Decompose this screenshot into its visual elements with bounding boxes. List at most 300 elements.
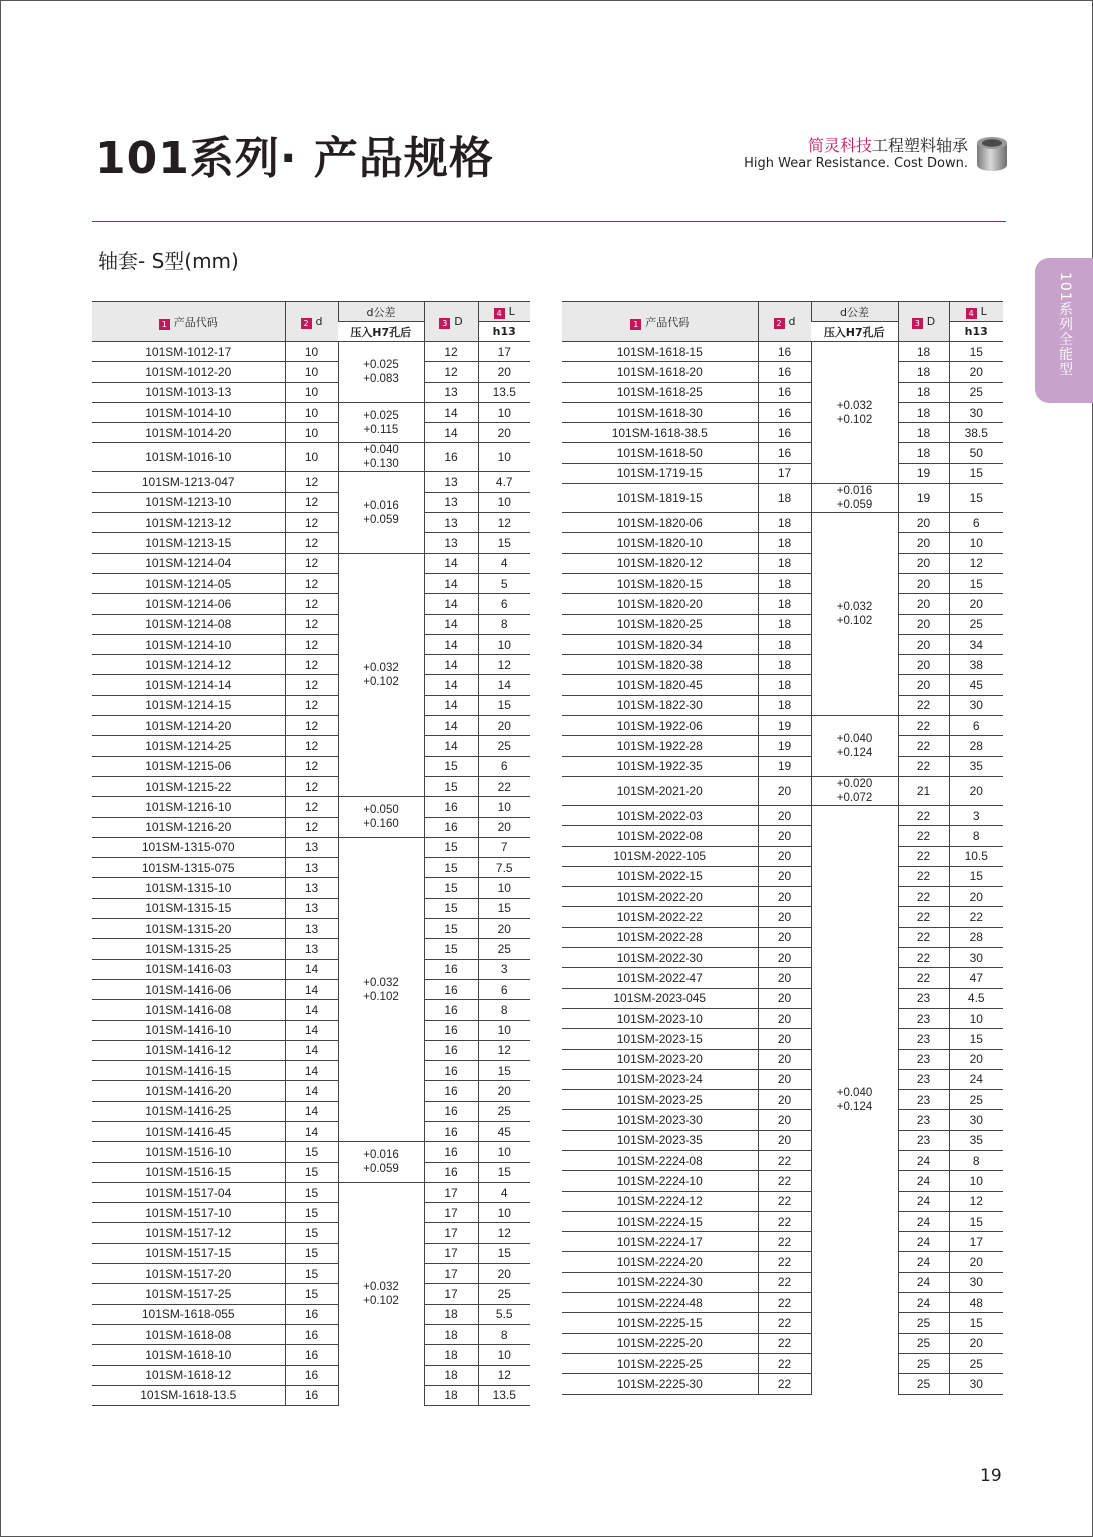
cell-inner-diameter: 22: [758, 1171, 811, 1191]
cell-length: 45: [949, 675, 1003, 695]
cell-outer-diameter: 17: [424, 1243, 478, 1263]
table-row: [92, 695, 530, 715]
cell-length: 30: [949, 1374, 1003, 1394]
cell-product-code: 101SM-2022-105: [562, 846, 758, 866]
cell-product-code: 101SM-1416-08: [92, 1000, 285, 1020]
cell-inner-diameter: 20: [758, 887, 811, 907]
cell-length: 38: [949, 655, 1003, 675]
cell-product-code: 101SM-1216-10: [92, 797, 285, 817]
header-length-sub: h13: [949, 322, 1003, 342]
table-row: [562, 776, 1003, 805]
cell-product-code: 101SM-2022-15: [562, 866, 758, 886]
cell-outer-diameter: 16: [424, 1020, 478, 1040]
cell-product-code: 101SM-2022-20: [562, 887, 758, 907]
cell-length: 17: [949, 1232, 1003, 1252]
cell-product-code: 101SM-1416-45: [92, 1121, 285, 1141]
cell-product-code: 101SM-2023-35: [562, 1130, 758, 1150]
cell-product-code: 101SM-1517-04: [92, 1182, 285, 1202]
cell-product-code: 101SM-2021-20: [562, 776, 758, 805]
cell-tolerance: +0.032 +0.102: [811, 342, 898, 484]
cell-length: 15: [478, 898, 530, 918]
cell-product-code: 101SM-1618-38.5: [562, 423, 758, 443]
cell-product-code: 101SM-1013-13: [92, 382, 285, 402]
cell-inner-diameter: 12: [285, 492, 338, 512]
header-length: 4 L: [949, 302, 1003, 322]
cell-product-code: 101SM-2023-10: [562, 1008, 758, 1028]
cell-inner-diameter: 18: [758, 695, 811, 715]
cell-product-code: 101SM-1516-15: [92, 1162, 285, 1182]
table-row: [92, 1223, 530, 1243]
header-tolerance: d公差: [811, 302, 898, 322]
cell-outer-diameter: 22: [898, 695, 949, 715]
cell-length: 20: [949, 594, 1003, 614]
cell-inner-diameter: 19: [758, 736, 811, 756]
cell-outer-diameter: 14: [424, 655, 478, 675]
table-row: [562, 1008, 1003, 1028]
table-row: [92, 1020, 530, 1040]
cell-outer-diameter: 18: [424, 1345, 478, 1365]
cell-product-code: 101SM-1214-06: [92, 594, 285, 614]
cell-length: 7.5: [478, 858, 530, 878]
cell-inner-diameter: 14: [285, 1101, 338, 1121]
cell-inner-diameter: 16: [758, 362, 811, 382]
cell-product-code: 101SM-2023-24: [562, 1069, 758, 1089]
cell-product-code: 101SM-2023-30: [562, 1110, 758, 1130]
table-row: [562, 1171, 1003, 1191]
cell-product-code: 101SM-2224-10: [562, 1171, 758, 1191]
cell-inner-diameter: 12: [285, 695, 338, 715]
table-row: [562, 846, 1003, 866]
cell-tolerance: +0.016 +0.059: [338, 472, 424, 553]
cell-inner-diameter: 20: [758, 1090, 811, 1110]
cell-outer-diameter: 12: [424, 362, 478, 382]
table-row: [92, 1284, 530, 1304]
cell-length: 20: [949, 362, 1003, 382]
cell-outer-diameter: 24: [898, 1150, 949, 1170]
side-tab: [1035, 258, 1093, 403]
table-row: [92, 1040, 530, 1060]
cell-length: 12: [478, 1223, 530, 1243]
cell-product-code: 101SM-1214-05: [92, 573, 285, 593]
cell-product-code: 101SM-1820-10: [562, 533, 758, 553]
table-row: [92, 979, 530, 999]
table-row: [92, 342, 530, 362]
table-row: [562, 1232, 1003, 1252]
cell-product-code: 101SM-1315-15: [92, 898, 285, 918]
cell-inner-diameter: 14: [285, 1020, 338, 1040]
table-row: [92, 1203, 530, 1223]
cell-length: 25: [949, 382, 1003, 402]
cell-outer-diameter: 14: [424, 695, 478, 715]
header-inner-diameter: 2 d: [758, 302, 811, 342]
cell-length: 35: [949, 1130, 1003, 1150]
cell-inner-diameter: 13: [285, 837, 338, 857]
cell-length: 15: [478, 1243, 530, 1263]
cell-inner-diameter: 22: [758, 1313, 811, 1333]
cell-inner-diameter: 14: [285, 1081, 338, 1101]
cell-inner-diameter: 13: [285, 919, 338, 939]
cell-product-code: 101SM-1618-13.5: [92, 1385, 285, 1405]
cell-length: 24: [949, 1069, 1003, 1089]
cell-length: 20: [478, 423, 530, 443]
cell-product-code: 101SM-1416-10: [92, 1020, 285, 1040]
cell-outer-diameter: 22: [898, 887, 949, 907]
cell-tolerance: +0.032 +0.102: [338, 837, 424, 1141]
cell-outer-diameter: 13: [424, 533, 478, 553]
cell-product-code: 101SM-1214-08: [92, 614, 285, 634]
cell-tolerance: +0.016 +0.059: [338, 1142, 424, 1183]
cell-length: 25: [949, 614, 1003, 634]
cell-product-code: 101SM-1820-20: [562, 594, 758, 614]
cell-length: 10: [478, 634, 530, 654]
table-row: [92, 594, 530, 614]
cell-outer-diameter: 15: [424, 939, 478, 959]
cell-inner-diameter: 14: [285, 979, 338, 999]
cell-length: 13.5: [478, 382, 530, 402]
cell-product-code: 101SM-1820-34: [562, 634, 758, 654]
cell-outer-diameter: 22: [898, 846, 949, 866]
cell-product-code: 101SM-1517-25: [92, 1284, 285, 1304]
cell-length: 10: [478, 797, 530, 817]
cell-product-code: 101SM-1213-10: [92, 492, 285, 512]
table-row: [92, 382, 530, 402]
table-row: [562, 553, 1003, 573]
cell-inner-diameter: 20: [758, 927, 811, 947]
cell-length: 20: [949, 887, 1003, 907]
cell-product-code: 101SM-1618-12: [92, 1365, 285, 1385]
table-row: [562, 1252, 1003, 1272]
cell-outer-diameter: 23: [898, 1110, 949, 1130]
cell-outer-diameter: 14: [424, 675, 478, 695]
cell-product-code: 101SM-1416-15: [92, 1061, 285, 1081]
cell-outer-diameter: 16: [424, 1081, 478, 1101]
cell-product-code: 101SM-2225-30: [562, 1374, 758, 1394]
cell-outer-diameter: 18: [424, 1304, 478, 1324]
cell-product-code: 101SM-1517-10: [92, 1203, 285, 1223]
table-row: [562, 362, 1003, 382]
cell-length: 28: [949, 736, 1003, 756]
cell-inner-diameter: 10: [285, 382, 338, 402]
cell-outer-diameter: 17: [424, 1264, 478, 1284]
table-row: [92, 614, 530, 634]
cell-product-code: 101SM-1213-15: [92, 533, 285, 553]
table-row: [92, 1142, 530, 1162]
cell-inner-diameter: 20: [758, 907, 811, 927]
cell-inner-diameter: 14: [285, 1000, 338, 1020]
cell-product-code: 101SM-1922-35: [562, 756, 758, 776]
header-code: 1 产品代码: [92, 302, 285, 342]
cell-length: 20: [949, 1049, 1003, 1069]
cell-product-code: 101SM-1517-20: [92, 1264, 285, 1284]
header-tolerance-sub: 压入H7孔后: [811, 322, 898, 342]
cell-outer-diameter: 17: [424, 1203, 478, 1223]
table-row: [562, 716, 1003, 736]
cell-product-code: 101SM-1214-10: [92, 634, 285, 654]
cell-length: 10: [949, 1171, 1003, 1191]
brand-name-accent: 简灵科技: [807, 136, 872, 155]
cell-inner-diameter: 12: [285, 614, 338, 634]
cell-length: 4: [478, 553, 530, 573]
cell-product-code: 101SM-2225-20: [562, 1333, 758, 1353]
cell-inner-diameter: 18: [758, 594, 811, 614]
table-row: [92, 1324, 530, 1344]
cell-inner-diameter: 20: [758, 1130, 811, 1150]
cell-outer-diameter: 14: [424, 736, 478, 756]
table-row: [562, 594, 1003, 614]
cell-inner-diameter: 16: [285, 1304, 338, 1324]
cell-inner-diameter: 19: [758, 716, 811, 736]
cell-outer-diameter: 18: [898, 382, 949, 402]
cell-outer-diameter: 13: [424, 382, 478, 402]
cell-length: 20: [949, 1333, 1003, 1353]
cell-length: 10: [949, 533, 1003, 553]
cell-product-code: 101SM-1315-10: [92, 878, 285, 898]
cell-length: 30: [949, 695, 1003, 715]
cell-outer-diameter: 22: [898, 927, 949, 947]
cell-outer-diameter: 25: [898, 1353, 949, 1373]
cell-product-code: 101SM-1618-10: [92, 1345, 285, 1365]
cell-length: 15: [949, 1029, 1003, 1049]
cell-product-code: 101SM-1719-15: [562, 463, 758, 483]
cell-outer-diameter: 17: [424, 1284, 478, 1304]
cell-product-code: 101SM-2023-20: [562, 1049, 758, 1069]
cell-inner-diameter: 18: [758, 513, 811, 533]
cell-inner-diameter: 20: [758, 1029, 811, 1049]
cell-inner-diameter: 18: [758, 484, 811, 513]
cell-inner-diameter: 18: [758, 573, 811, 593]
cell-length: 7: [478, 837, 530, 857]
table-row: [562, 1272, 1003, 1292]
cell-product-code: 101SM-2224-48: [562, 1293, 758, 1313]
cell-outer-diameter: 20: [898, 553, 949, 573]
header-inner-diameter: 2 d: [285, 302, 338, 342]
cell-inner-diameter: 22: [758, 1333, 811, 1353]
cell-length: 8: [949, 826, 1003, 846]
cell-length: 15: [949, 866, 1003, 886]
cell-length: 5: [478, 573, 530, 593]
cell-outer-diameter: 14: [424, 553, 478, 573]
cell-outer-diameter: 16: [424, 817, 478, 837]
cell-length: 13.5: [478, 1385, 530, 1405]
table-row: [562, 1110, 1003, 1130]
cell-outer-diameter: 23: [898, 1008, 949, 1028]
cell-outer-diameter: 15: [424, 858, 478, 878]
title-divider: [92, 221, 1006, 222]
cell-length: 12: [478, 513, 530, 533]
table-row: [562, 948, 1003, 968]
cell-product-code: 101SM-1016-10: [92, 443, 285, 472]
cell-outer-diameter: 17: [424, 1182, 478, 1202]
cell-product-code: 101SM-1416-25: [92, 1101, 285, 1121]
brand-name: [744, 136, 968, 156]
cell-outer-diameter: 23: [898, 1090, 949, 1110]
cell-inner-diameter: 15: [285, 1162, 338, 1182]
cell-inner-diameter: 20: [758, 826, 811, 846]
table-row: [562, 907, 1003, 927]
cell-length: 10: [478, 1020, 530, 1040]
cell-tolerance: +0.032 +0.102: [338, 1182, 424, 1405]
cell-tolerance: +0.040 +0.124: [811, 716, 898, 777]
cell-length: 48: [949, 1293, 1003, 1313]
cell-length: 20: [478, 1081, 530, 1101]
cell-length: 30: [949, 948, 1003, 968]
table-row: [562, 1130, 1003, 1150]
table-row: [562, 1090, 1003, 1110]
header-outer-diameter: 3 D: [898, 302, 949, 342]
cell-inner-diameter: 16: [758, 382, 811, 402]
cell-inner-diameter: 16: [758, 402, 811, 422]
cell-length: 20: [949, 776, 1003, 805]
cell-inner-diameter: 18: [758, 675, 811, 695]
cell-inner-diameter: 15: [285, 1203, 338, 1223]
cell-outer-diameter: 13: [424, 513, 478, 533]
cell-product-code: 101SM-1214-20: [92, 716, 285, 736]
cell-inner-diameter: 10: [285, 362, 338, 382]
cell-length: 8: [478, 1324, 530, 1344]
cell-outer-diameter: 16: [424, 1142, 478, 1162]
cell-length: 25: [949, 1090, 1003, 1110]
cell-outer-diameter: 14: [424, 594, 478, 614]
cell-outer-diameter: 18: [898, 443, 949, 463]
cell-length: 15: [478, 533, 530, 553]
cell-length: 3: [478, 959, 530, 979]
cell-inner-diameter: 20: [758, 1110, 811, 1130]
cell-outer-diameter: 22: [898, 826, 949, 846]
cell-length: 10: [478, 402, 530, 422]
cell-product-code: 101SM-1618-20: [562, 362, 758, 382]
cell-product-code: 101SM-1618-08: [92, 1324, 285, 1344]
cell-product-code: 101SM-1215-22: [92, 776, 285, 796]
table-row: [562, 866, 1003, 886]
table-row: [92, 402, 530, 422]
cell-inner-diameter: 22: [758, 1211, 811, 1231]
cell-product-code: 101SM-1214-04: [92, 553, 285, 573]
cell-product-code: 101SM-1012-17: [92, 342, 285, 362]
cell-length: 20: [478, 716, 530, 736]
table-row: [562, 423, 1003, 443]
table-row: [92, 776, 530, 796]
cell-outer-diameter: 14: [424, 634, 478, 654]
cell-inner-diameter: 18: [758, 553, 811, 573]
table-row: [562, 968, 1003, 988]
cell-outer-diameter: 24: [898, 1191, 949, 1211]
cell-inner-diameter: 15: [285, 1182, 338, 1202]
table-row: [562, 655, 1003, 675]
cell-outer-diameter: 18: [898, 423, 949, 443]
cell-outer-diameter: 15: [424, 776, 478, 796]
table-row: [92, 492, 530, 512]
cell-product-code: 101SM-1822-30: [562, 695, 758, 715]
cell-inner-diameter: 13: [285, 858, 338, 878]
cell-outer-diameter: 18: [424, 1365, 478, 1385]
cell-outer-diameter: 23: [898, 988, 949, 1008]
cell-product-code: 101SM-1214-12: [92, 655, 285, 675]
cell-length: 15: [478, 1162, 530, 1182]
header-length: 4 L: [478, 302, 530, 322]
table-row: [92, 817, 530, 837]
cell-length: 10.5: [949, 846, 1003, 866]
cell-length: 22: [949, 907, 1003, 927]
cell-product-code: 101SM-1820-45: [562, 675, 758, 695]
cell-length: 15: [949, 573, 1003, 593]
cell-inner-diameter: 12: [285, 655, 338, 675]
cell-length: 10: [478, 1142, 530, 1162]
cell-outer-diameter: 14: [424, 716, 478, 736]
spec-table-right: [562, 301, 1003, 1395]
cell-inner-diameter: 12: [285, 553, 338, 573]
cell-outer-diameter: 22: [898, 716, 949, 736]
cell-outer-diameter: 20: [898, 655, 949, 675]
cell-inner-diameter: 20: [758, 968, 811, 988]
cell-product-code: 101SM-2225-15: [562, 1313, 758, 1333]
cell-length: 15: [949, 463, 1003, 483]
cell-length: 30: [949, 1272, 1003, 1292]
cell-product-code: 101SM-2224-08: [562, 1150, 758, 1170]
cell-outer-diameter: 12: [424, 342, 478, 362]
cell-length: 15: [949, 484, 1003, 513]
brand-name-rest: 工程塑料轴承: [871, 136, 968, 155]
section-title: 轴套- S型(mm): [98, 249, 239, 273]
cell-inner-diameter: 16: [285, 1324, 338, 1344]
cell-inner-diameter: 12: [285, 634, 338, 654]
cell-outer-diameter: 23: [898, 1049, 949, 1069]
cell-inner-diameter: 14: [285, 959, 338, 979]
cell-product-code: 101SM-1214-14: [92, 675, 285, 695]
cell-inner-diameter: 22: [758, 1150, 811, 1170]
cell-length: 10: [478, 443, 530, 472]
cell-product-code: 101SM-2022-03: [562, 805, 758, 825]
cell-inner-diameter: 12: [285, 797, 338, 817]
cell-product-code: 101SM-1416-06: [92, 979, 285, 999]
cell-outer-diameter: 16: [424, 443, 478, 472]
table-row: [92, 1101, 530, 1121]
cell-length: 8: [478, 614, 530, 634]
cell-product-code: 101SM-1214-25: [92, 736, 285, 756]
cell-outer-diameter: 16: [424, 1040, 478, 1060]
cell-length: 47: [949, 968, 1003, 988]
cell-length: 38.5: [949, 423, 1003, 443]
cell-product-code: 101SM-1516-10: [92, 1142, 285, 1162]
table-row: [92, 634, 530, 654]
cell-length: 8: [478, 1000, 530, 1020]
cell-outer-diameter: 20: [898, 614, 949, 634]
cell-inner-diameter: 10: [285, 402, 338, 422]
cell-product-code: 101SM-1517-15: [92, 1243, 285, 1263]
table-row: [562, 1293, 1003, 1313]
cell-inner-diameter: 18: [758, 614, 811, 634]
cell-inner-diameter: 22: [758, 1232, 811, 1252]
cell-product-code: 101SM-1618-055: [92, 1304, 285, 1324]
cell-product-code: 101SM-1820-25: [562, 614, 758, 634]
table-row: [562, 573, 1003, 593]
table-row: [92, 919, 530, 939]
table-row: [562, 463, 1003, 483]
cell-length: 14: [478, 675, 530, 695]
table-row: [92, 878, 530, 898]
cell-inner-diameter: 18: [758, 655, 811, 675]
cell-inner-diameter: 15: [285, 1142, 338, 1162]
cell-product-code: 101SM-2224-12: [562, 1191, 758, 1211]
cell-product-code: 101SM-1618-30: [562, 402, 758, 422]
table-row: [562, 756, 1003, 776]
cell-inner-diameter: 20: [758, 1049, 811, 1069]
cell-outer-diameter: 25: [898, 1333, 949, 1353]
table-row: [92, 1081, 530, 1101]
cell-length: 20: [478, 362, 530, 382]
cell-length: 12: [949, 553, 1003, 573]
cell-outer-diameter: 13: [424, 472, 478, 492]
table-row: [562, 1069, 1003, 1089]
